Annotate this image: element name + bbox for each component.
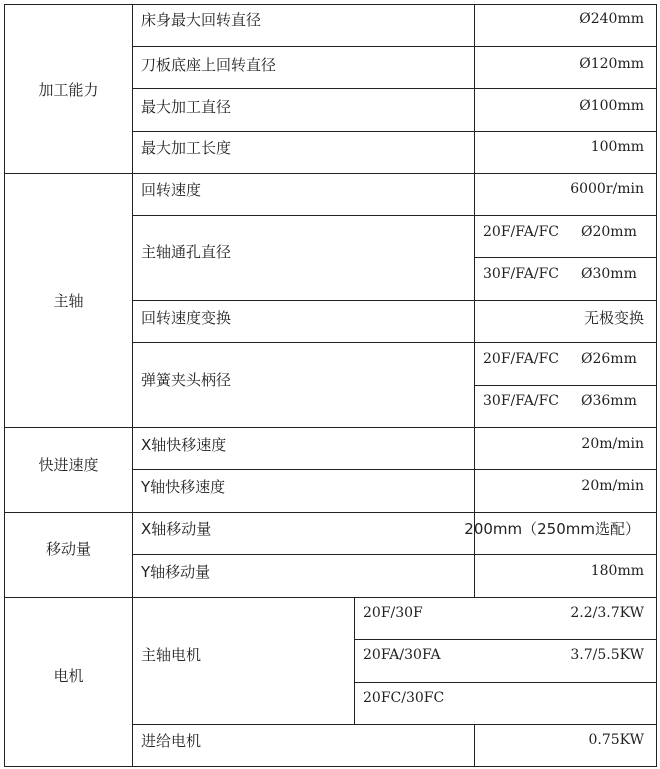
category-machining: 加工能力: [38, 80, 99, 99]
row-value: 20m/min: [581, 478, 644, 494]
row-label: 回转速度: [141, 180, 202, 199]
row-value: Ø120mm: [579, 56, 644, 72]
motor-model: 20F/30F: [363, 605, 423, 621]
row-label: 回转速度变换: [141, 308, 232, 327]
row-label: 弹簧夹头柄径: [141, 370, 232, 389]
row-label: X轴快移速度: [141, 435, 227, 454]
row-label: 主轴通孔直径: [141, 242, 232, 261]
row-value: 100mm: [590, 139, 644, 155]
sub-row: [475, 343, 656, 375]
row-value: 180mm: [590, 563, 644, 579]
row-label: 最大加工直径: [141, 97, 232, 116]
motor-value: [475, 683, 656, 713]
row-label: 床身最大回转直径: [141, 10, 262, 29]
motor-value: 2.2/3.7KW: [570, 605, 644, 621]
category-travel: 移动量: [45, 539, 91, 558]
row-value: Ø100mm: [579, 98, 644, 114]
sub-model: 30F/FA/FC: [483, 393, 559, 409]
sub-model: 30F/FA/FC: [483, 266, 559, 282]
grid-line: [4, 766, 657, 767]
category-rapid: 快进速度: [38, 455, 99, 474]
row-label: Y轴快移速度: [141, 477, 226, 496]
row-value: 200mm（250mm选配）: [464, 519, 640, 538]
row-label: 进给电机: [141, 731, 202, 750]
sub-value: Ø26mm: [581, 351, 637, 367]
sub-value: Ø36mm: [581, 393, 637, 409]
sub-model: 20F/FA/FC: [483, 351, 559, 367]
row-label: 刀板底座上回转直径: [141, 55, 277, 74]
motor-model: 20FA/30FA: [363, 647, 441, 663]
row-label: 主轴电机: [141, 645, 202, 664]
sub-row: [475, 216, 656, 248]
row-value: 无极变换: [583, 308, 644, 327]
sub-value: Ø30mm: [581, 266, 637, 282]
row-value: 6000r/min: [570, 181, 644, 197]
row-value: Ø240mm: [579, 11, 644, 27]
sub-row: [475, 386, 656, 416]
category-motor: 电机: [53, 666, 84, 685]
motor-value: 3.7/5.5KW: [570, 647, 644, 663]
sub-row: [475, 258, 656, 290]
motor-model: 20FC/30FC: [363, 690, 445, 706]
row-label: 最大加工长度: [141, 138, 232, 157]
row-label: X轴移动量: [141, 519, 212, 538]
sub-value: Ø20mm: [581, 224, 637, 240]
row-label: Y轴移动量: [141, 562, 211, 581]
sub-model: 20F/FA/FC: [483, 224, 559, 240]
row-value: 0.75KW: [588, 732, 644, 748]
category-spindle: 主轴: [53, 292, 84, 310]
row-value: 20m/min: [581, 436, 644, 452]
